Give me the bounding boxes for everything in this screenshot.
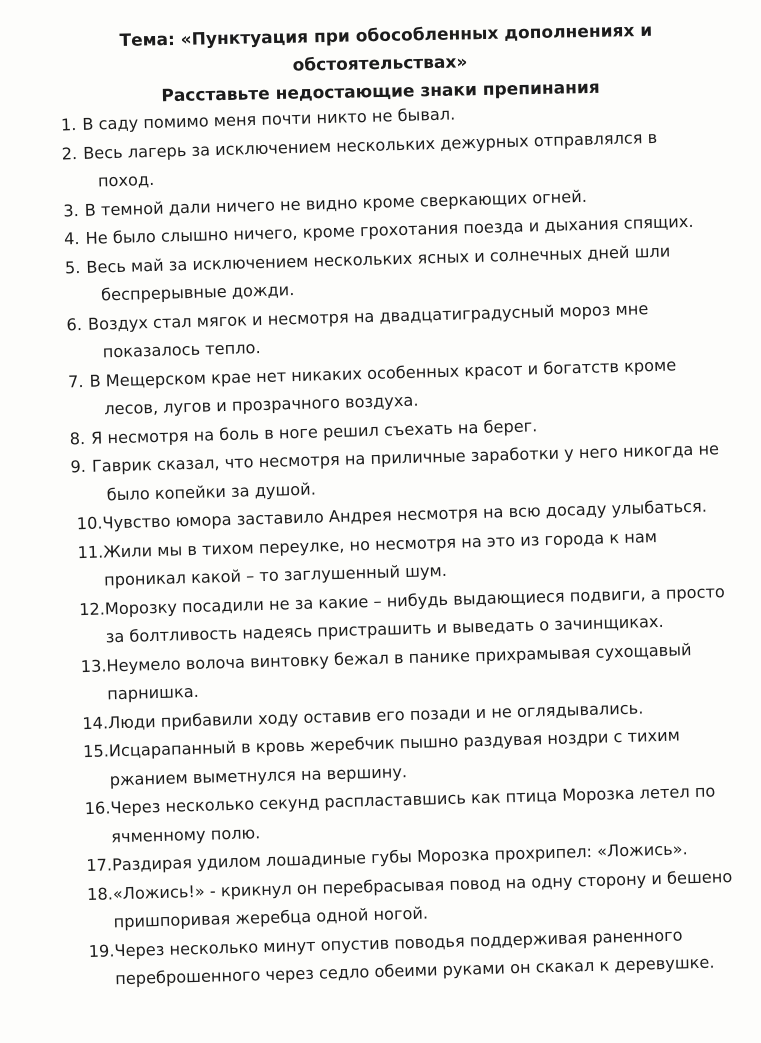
sentence-line: В Мещерском крае нет никаких особенных красот и богатств кроме [89,354,677,391]
sentence-line: беспрерывные дожди. [100,280,295,305]
exercise-number: 3. [63,200,80,220]
exercise-number: 14. [82,712,109,733]
sentence-line: Жили мы в тихом переулке, но несмотря на это из города к нам [103,526,658,561]
sentence-line: В темной дали ничего не видно кроме сверкающих огней. [84,186,588,220]
instruction-heading: Расставьте недостающие знаки препинания [161,77,600,107]
sentence-line: поход. [97,169,155,191]
exercise-number: 15. [82,741,110,762]
sentence-line: Раздирая удилом лошадиные губы Морозка прохрипел: «Ложись». [111,839,688,875]
sentence-line: Неумело волоча винтовку бежал в панике прихрамывая сухощавый [106,639,692,675]
exercise-number: 2. [61,143,78,163]
sentence-line: ржанием выметнулся на вершину. [109,761,408,789]
exercise-number: 7. [67,371,84,391]
exercise-number: 10. [76,513,103,534]
sentence-line: пришпоривая жеребца одной ногой. [113,903,429,932]
sentence-line: Через несколько минут опустив поводья поддерживая раненного [114,924,683,960]
exercise-number: 4. [63,229,80,249]
sentence-line: Весь май за исключением нескольких ясных и солнечных дней шли [86,241,671,277]
exercise-number: 19. [88,940,115,961]
sentence-line: Чувство юмора заставило Андрея несмотря на всю досаду улыбаться. [102,496,708,533]
exercise-number: 17. [86,855,113,876]
sentence-line: В саду помимо меня почти никто не бывал. [82,104,456,134]
sentence-line: проникал какой – то заглушенный шум. [103,560,448,590]
sentence-line: лесов, лугов и прозрачного воздуха. [104,390,419,419]
sentence-line: парнишка. [107,681,200,704]
exercise-number: 13. [80,655,107,676]
sentence-line: Исцарапанный в кровь жеребчик пышно раздувая ноздри с тихим [108,725,681,761]
sentence-line: «Ложись!» - крикнул он перебрасывая повод на одну сторону и бешено [112,866,733,903]
exercise-number: 18. [86,883,114,904]
sentence-line: Я несмотря на боль в ноге решил съехать на берег. [90,415,538,448]
exercise-number: 11. [77,541,104,562]
exercise-number: 12. [78,598,106,619]
sentence-line: ячменному полю. [110,822,261,846]
exercise-list [42,92,761,995]
sentence-line: Морозку посадили не за какие – нибудь выдающиеся подвиги, а просто [104,581,726,618]
exercise-number: 6. [66,314,83,334]
exercise-number: 5. [64,257,81,277]
sentence-line: показалось тепло. [102,337,261,362]
exercise-number: 9. [70,456,87,477]
sentence-line: Гаврик сказал, что несмотря на приличные заработки у него никогда не [91,439,720,476]
exercise-number: 8. [69,428,86,448]
sentence-line: переброшенного через седло обеими руками он скакал к деревушке. [114,952,715,989]
topic-title-line-1: Тема: «Пунктуация при обособленных дополнениях и [119,20,653,51]
sentence-line: Воздух стал мягок и несмотря на двадцатиградусный мороз мне [87,298,649,334]
sentence-line: было копейки за душой. [106,479,317,504]
sentence-line: Весь лагерь за исключением нескольких дежурных отправлялся в [82,127,658,163]
sentence-line: за болтливость надеясь пристрашить и выведать о зачинщиках. [105,611,664,647]
sentence-line: Через несколько секунд распластавшись как птица Морозка летел по [110,781,716,818]
topic-title-line-2: обстоятельствах» [292,52,468,76]
sentence-line: Люди прибавили ходу оставив его позади и не оглядывались. [107,697,644,732]
exercise-number: 16. [84,798,111,819]
exercise-number: 1. [60,115,77,135]
sentence-line: Не было слышно ничего, кроме грохотания поезда и дыхания спящих. [85,211,694,248]
